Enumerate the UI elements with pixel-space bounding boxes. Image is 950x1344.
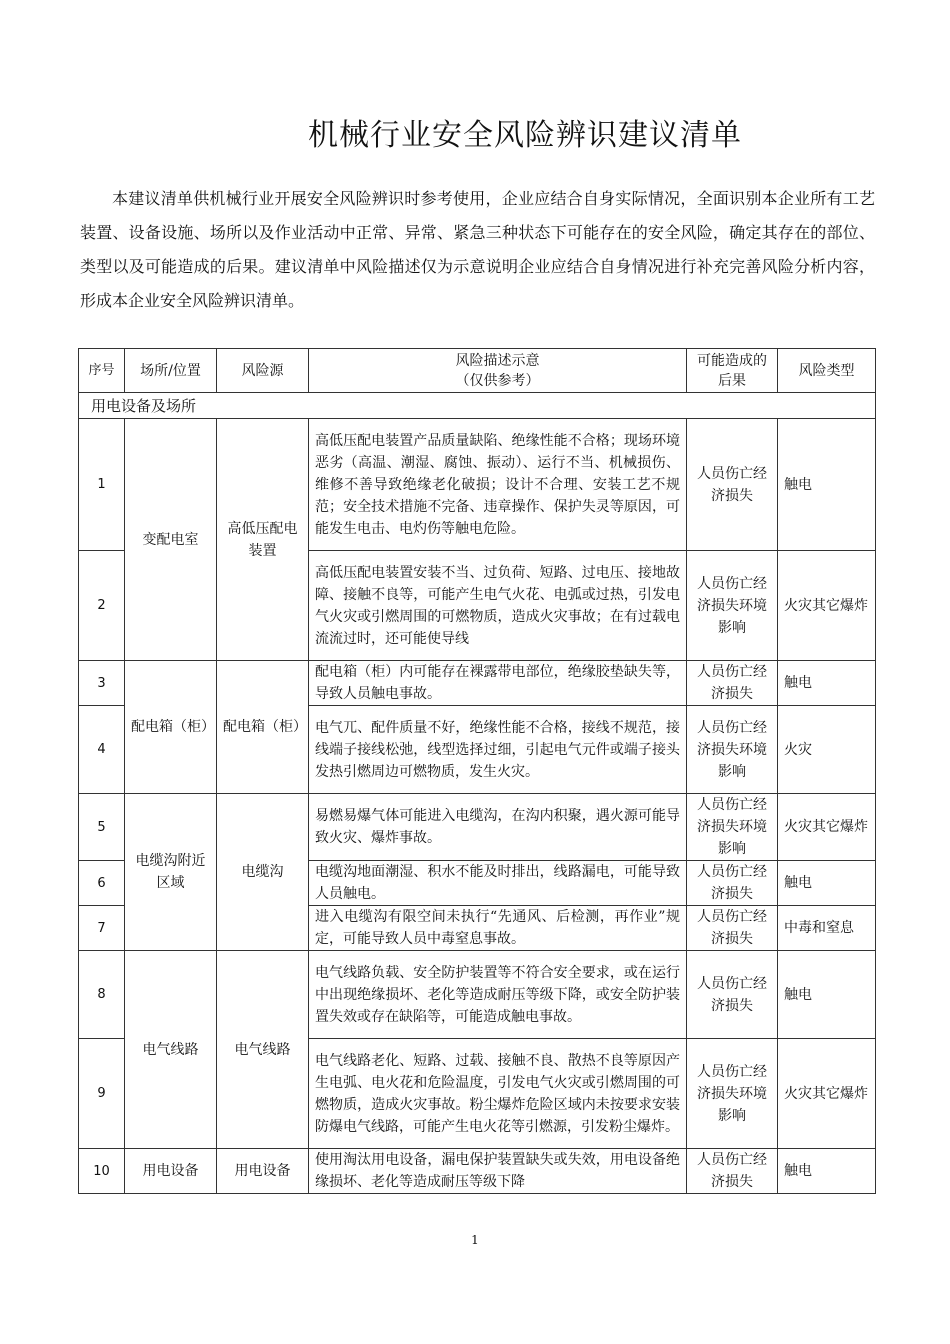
- desc-cell: 电气线路老化、短路、过载、接触不良、散热不良等原因产生电弧、电火花和危险温度，引发电气火灾或引燃周围的可燃物质，造成火灾事故。粉尘爆炸危险区域内未按要求安装防爆电气线路，可能产生电火花等引燃源，引发粉尘爆炸。: [309, 1039, 687, 1149]
- header-desc: [309, 349, 687, 393]
- type-cell: 触电: [778, 661, 876, 706]
- desc-cell: 进入电缆沟有限空间未执行“先通风、后检测，再作业”规定，可能导致人员中毒窒息事故。: [309, 906, 687, 951]
- place-cell: 配电箱（柜）: [125, 661, 217, 794]
- table-row: [79, 951, 876, 1039]
- place-cell: 用电设备: [125, 1149, 217, 1194]
- type-cell: 火灾其它爆炸: [778, 1039, 876, 1149]
- table-row: [79, 661, 876, 706]
- type-cell: 触电: [778, 951, 876, 1039]
- source-cell: 配电箱（柜）: [217, 661, 309, 794]
- row-no: 5: [79, 794, 125, 861]
- section-title: 用电设备及场所: [79, 393, 876, 419]
- consequence-cell: 人员伤亡经济损失环境影响: [687, 794, 778, 861]
- consequence-cell: 人员伤亡经济损失: [687, 906, 778, 951]
- desc-cell: 配电箱（柜）内可能存在裸露带电部位，绝缘胶垫缺失等，导致人员触电事故。: [309, 661, 687, 706]
- source-cell: 高低压配电装置: [217, 419, 309, 661]
- type-cell: 火灾其它爆炸: [778, 551, 876, 661]
- risk-table: [78, 348, 876, 1194]
- row-no: 7: [79, 906, 125, 951]
- type-cell: 触电: [778, 861, 876, 906]
- consequence-cell: 人员伤亡经济损失环境影响: [687, 706, 778, 794]
- row-no: 2: [79, 551, 125, 661]
- table-row: [79, 794, 876, 861]
- consequence-cell: 人员伤亡经济损失环境影响: [687, 551, 778, 661]
- document-title: 机械行业安全风险辨识建议清单: [308, 118, 742, 153]
- desc-cell: 使用淘汰用电设备，漏电保护装置缺失或失效，用电设备绝缘损坏、老化等造成耐压等级下降: [309, 1149, 687, 1194]
- consequence-cell: 人员伤亡经济损失: [687, 951, 778, 1039]
- consequence-cell: 人员伤亡经济损失: [687, 419, 778, 551]
- type-cell: 中毒和窒息: [778, 906, 876, 951]
- header-source: 风险源: [217, 349, 309, 393]
- consequence-cell: 人员伤亡经济损失: [687, 661, 778, 706]
- type-cell: 火灾: [778, 706, 876, 794]
- consequence-cell: 人员伤亡经济损失环境影响: [687, 1039, 778, 1149]
- type-cell: 火灾其它爆炸: [778, 794, 876, 861]
- row-no: 8: [79, 951, 125, 1039]
- section-row: [79, 393, 876, 419]
- desc-cell: 电缆沟地面潮湿、积水不能及时排出，线路漏电，可能导致人员触电。: [309, 861, 687, 906]
- source-cell: 用电设备: [217, 1149, 309, 1194]
- header-desc-line2: （仅供参考）: [455, 372, 540, 389]
- header-place: 场所/位置: [125, 349, 217, 393]
- place-cell: 电缆沟附近区域: [125, 794, 217, 951]
- row-no: 6: [79, 861, 125, 906]
- header-consequence: 可能造成的后果: [687, 349, 778, 393]
- source-cell: 电缆沟: [217, 794, 309, 951]
- row-no: 10: [79, 1149, 125, 1194]
- place-cell: 电气线路: [125, 951, 217, 1149]
- place-cell: 变配电室: [125, 419, 217, 661]
- desc-cell: 电气兀、配件质量不好，绝缘性能不合格，接线不规范，接线端子接线松弛，线型选择过细，引起电气元件或端子接头发热引燃周边可燃物质，发生火灾。: [309, 706, 687, 794]
- page-number: 1: [471, 1233, 479, 1247]
- desc-cell: 高低压配电装置安装不当、过负荷、短路、过电压、接地故障、接触不良等，可能产生电气火花、电弧或过热，引发电气火灾或引燃周围的可燃物质，造成火灾事故；在有过载电流流过时，还可能使导线: [309, 551, 687, 661]
- intro-paragraph: 本建议清单供机械行业开展安全风险辨识时参考使用，企业应结合自身实际情况，全面识别本企业所有工艺装置、设备设施、场所以及作业活动中正常、异常、紧急三种状态下可能存在的安全风险，确定其存在的部位、类型以及可能造成的后果。建议清单中风险描述仅为示意说明企业应结合自身情况进行补充完善风险分析内容，形成本企业安全风险辨识清单。: [80, 189, 875, 310]
- header-type: 风险类型: [778, 349, 876, 393]
- desc-cell: 高低压配电装置产品质量缺陷、绝缘性能不合格；现场环境恶劣（高温、潮湿、腐蚀、振动）、运行不当、机械损伤、维修不善导致绝缘老化破损；设计不合理、安装工艺不规范；安全技术措施不完备、违章操作、保护失灵等原因，可能发生电击、电灼伤等触电危险。: [309, 419, 687, 551]
- table-row: [79, 1149, 876, 1194]
- table-header-row: [79, 349, 876, 393]
- header-desc-line1: 风险描述示意: [455, 352, 540, 369]
- header-no: 序号: [79, 349, 125, 393]
- row-no: 9: [79, 1039, 125, 1149]
- desc-cell: 易燃易爆气体可能进入电缆沟，在沟内积聚，遇火源可能导致火灾、爆炸事故。: [309, 794, 687, 861]
- consequence-cell: 人员伤亡经济损失: [687, 861, 778, 906]
- type-cell: 触电: [778, 419, 876, 551]
- desc-cell: 电气线路负载、安全防护装置等不符合安全要求，或在运行中出现绝缘损坏、老化等造成耐压等级下降，或安全防护装置失效或存在缺陷等，可能造成触电事故。: [309, 951, 687, 1039]
- consequence-cell: 人员伤亡经济损失: [687, 1149, 778, 1194]
- source-cell: 电气线路: [217, 951, 309, 1149]
- row-no: 1: [79, 419, 125, 551]
- row-no: 4: [79, 706, 125, 794]
- table-row: [79, 419, 876, 551]
- row-no: 3: [79, 661, 125, 706]
- type-cell: 触电: [778, 1149, 876, 1194]
